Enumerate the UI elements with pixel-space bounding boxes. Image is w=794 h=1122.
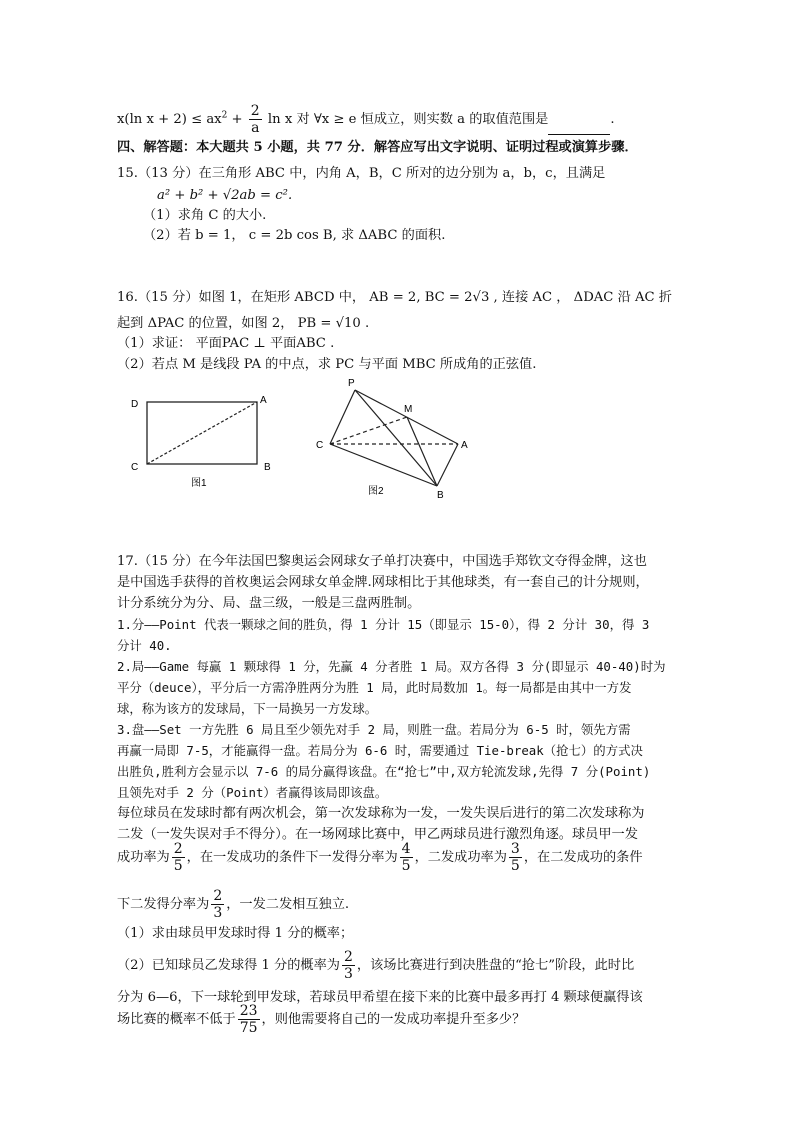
q14-frac-den: a: [251, 120, 260, 136]
q17-line9: 3.盘——Set 一方先胜 6 局且至少领先对手 2 局，则胜一盘。若局分为 6-5 时，领先方需: [117, 722, 631, 737]
label-p: P: [348, 378, 355, 389]
q14-answer-blank: [548, 120, 610, 135]
q17-part2-line3: [117, 1004, 525, 1035]
q17-f1-num: 2: [173, 841, 183, 857]
q17-line6: 2.局——Game 每赢 1 颗球得 1 分，先赢 4 分者胜 1 局。双方各得 3 分(即显示 40-40)时为: [117, 659, 666, 674]
figure-2-caption: 图2: [368, 486, 384, 497]
q14-fraction: [249, 104, 262, 135]
label-c2: C: [316, 440, 324, 451]
q17-line16: [117, 889, 349, 920]
figure-1-caption: 图1: [191, 478, 207, 489]
q16-line1: 16.（15 分）如图 1，在矩形 ABCD 中， AB = 2, BC = 2√3 , 连接 AC ， ΔDAC 沿 AC 折: [117, 290, 672, 305]
q17-f3-num: 3: [510, 841, 520, 857]
q15-head: 15.（13 分）在三角形 ABC 中，内角 A，B，C 所对的边分别为 a，b，c，且满足: [117, 166, 606, 181]
q17-fraction-2-3-b: [342, 950, 355, 981]
q17-line13: 每位球员在发球时都有两次机会，第一次发球称为一发，一发失误后进行的第二次发球称为: [117, 806, 645, 821]
label-a: A: [260, 395, 267, 406]
q17-part2-d: 场比赛的概率不低于: [117, 1012, 236, 1027]
edge-pc: [330, 390, 355, 444]
q17-line15: [117, 842, 643, 873]
q17-f6-den: 75: [239, 1020, 258, 1036]
q17-f4-den: 3: [213, 905, 223, 921]
q17-f2-num: 4: [401, 841, 411, 857]
q17-part1: （1）求由球员甲发球时得 1 分的概率；: [117, 926, 354, 941]
q17-line5: 分计 40.: [117, 638, 172, 653]
q17-f2-den: 5: [401, 858, 411, 874]
q17-line2: 是中国选手获得的首枚奥运会网球女单金牌.网球相比于其他球类，有一套自己的计分规则，: [117, 575, 649, 590]
q17-line15-c: ，二发成功率为: [414, 850, 507, 865]
label-a2: A: [461, 440, 468, 451]
q17-line15-d: ，在二发成功的条件: [523, 850, 643, 865]
q15-part2: （2）若 b = 1， c = 2b cos B, 求 ΔABC 的面积.: [143, 228, 446, 243]
q14-sup: 2: [221, 110, 228, 121]
q16-line2: 起到 ΔPAC 的位置，如图 2， PB = √10 .: [117, 316, 370, 331]
label-b: B: [264, 462, 271, 473]
q17-part2-a: （2）已知球员乙发球得 1 分的概率为: [117, 958, 340, 973]
edge-pb: [355, 390, 437, 486]
q17-part2-line2: 分为 6—6，下一球轮到甲发球，若球员甲希望在接下来的比赛中最多再打 4 颗球便赢得该: [117, 990, 643, 1005]
q17-fraction-4-5: [400, 842, 413, 873]
q17-fraction-2-3: [211, 889, 224, 920]
q16-part1: （1）求证： 平面PAC ⊥ 平面ABC .: [117, 336, 335, 351]
q17-f5-den: 3: [343, 966, 353, 982]
q17-line1: 17.（15 分）在今年法国巴黎奥运会网球女子单打决赛中，中国选手郑钦文夺得金牌，这也: [117, 554, 647, 569]
q17-line14: 二发（一发失误对手不得分）。在一场网球比赛中，甲乙两球员进行激烈角逐。球员甲一发: [117, 827, 638, 842]
q17-line12: 且领先对手 2 分（Point）者赢得该局即该盘。: [117, 785, 388, 800]
label-c: C: [131, 462, 139, 473]
q17-fraction-2-5: [172, 842, 185, 873]
q17-line10: 再赢一局即 7-5，才能赢得一盘。若局分为 6-6 时，需要通过 Tie-break（抢七）的方式决: [117, 743, 643, 758]
edge-cm-dashed: [330, 417, 407, 444]
q17-line4: 1.分——Point 代表一颗球之间的胜负，得 1 分计 15（即显示 15-0），得 2 分计 30，得 3: [117, 617, 650, 632]
q17-f3-den: 5: [510, 858, 520, 874]
q14-plus: +: [227, 112, 247, 127]
edge-ab: [437, 444, 458, 486]
diagonal-ac: [147, 402, 257, 464]
q17-f5-num: 2: [343, 949, 353, 965]
q17-part2-line1: [117, 950, 634, 981]
q14-end: .: [610, 112, 615, 127]
q17-line16-a: 下二发得分率为: [117, 897, 210, 912]
q14-frac-num: 2: [250, 103, 260, 119]
section-four-heading: 四、解答题：本大题共 5 小题，共 77 分．解答应写出文字说明、证明过程或演算步骤．: [117, 140, 638, 155]
q17-line7: 平分（deuce），平分后一方需净胜两分为胜 1 局，此时局数加 1。每一局都是由其中一方发: [117, 680, 632, 695]
q17-line11: 出胜负,胜利方会显示以 7-6 的局分赢得该盘。在“抢七”中,双方轮流发球,先得 7 分(Point): [117, 764, 651, 779]
q17-f1-den: 5: [173, 858, 183, 874]
q17-f4-num: 2: [213, 888, 223, 904]
label-d: D: [131, 399, 139, 410]
label-b2: B: [437, 490, 444, 501]
q17-line15-b: ，在一发成功的条件下一发得分率为: [186, 850, 398, 865]
q15-condition: a² + b² + √2ab = c².: [157, 188, 293, 203]
q15-part1: （1）求角 C 的大小.: [143, 208, 267, 223]
q17-line8: 球，称为该方的发球局，下一局换另一方发球。: [117, 701, 378, 716]
figure-1-rectangle-diagram: [125, 388, 285, 493]
q17-part2-b: ，该场比赛进行到决胜盘的“抢七”阶段，此时比: [356, 958, 635, 973]
q14-line: [117, 104, 615, 135]
q17-fraction-23-75: [238, 1004, 260, 1035]
edge-pa: [355, 390, 458, 444]
q14-expr-a: x(ln x + 2) ≤ ax: [117, 112, 222, 127]
q17-fraction-3-5: [509, 842, 522, 873]
q17-line3: 计分系统分为分、局、盘三级，一般是三盘两胜制。: [117, 596, 421, 611]
q17-f6-num: 23: [239, 1003, 258, 1019]
q17-line16-b: ，一发二发相互独立.: [226, 897, 350, 912]
q14-expr-b: ln x 对 ∀x ≥ e 恒成立，则实数 a 的取值范围是: [263, 112, 549, 127]
q16-part2: （2）若点 M 是线段 PA 的中点，求 PC 与平面 MBC 所成角的正弦值.: [117, 357, 537, 372]
figure-2-folded-pyramid-diagram: [300, 372, 480, 502]
q17-part2-e: ，则他需要将自己的一发成功率提升至多少？: [261, 1012, 526, 1027]
label-m: M: [404, 404, 413, 415]
q17-line15-a: 成功率为: [117, 850, 170, 865]
